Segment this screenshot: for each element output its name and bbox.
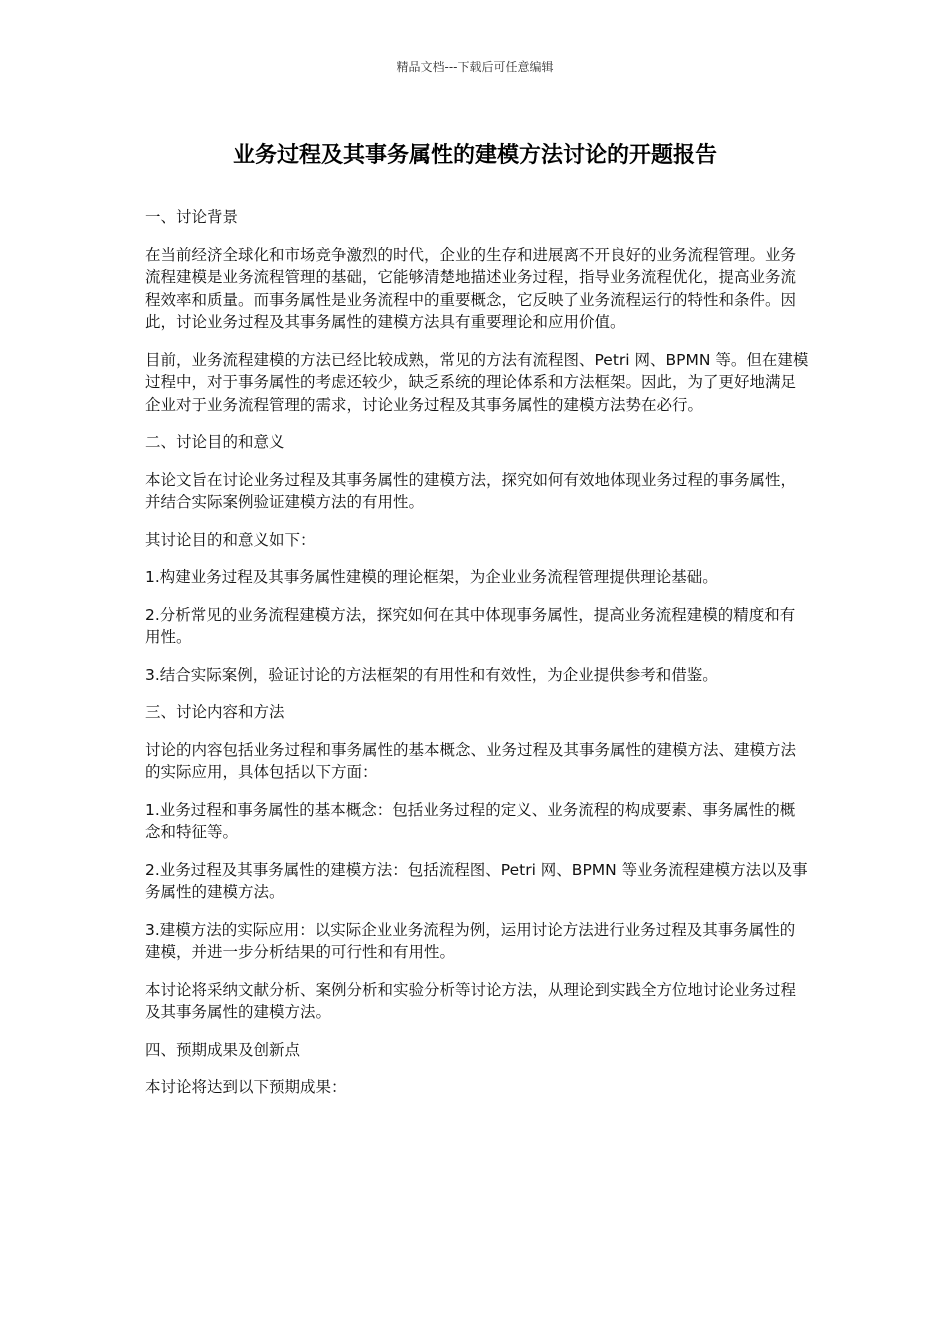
document-body [145, 206, 810, 1114]
section-heading-background: 一、讨论背景 [145, 208, 239, 226]
page-header: 精品文档---下载后可任意编辑 [396, 60, 554, 74]
section-heading-purpose: 二、讨论目的和意义 [145, 433, 285, 451]
document-title: 业务过程及其事务属性的建模方法讨论的开题报告 [232, 143, 717, 168]
section-heading-outcomes: 四、预期成果及创新点 [145, 1040, 301, 1059]
list-item: 2.业务过程及其事务属性的建模方法：包括流程图、Petri 网、BPMN 等业务流程建模方法以及事务属性的建模方法。 [145, 860, 808, 901]
list-item: 1.构建业务过程及其事务属性建模的理论框架，为企业业务流程管理提供理论基础。 [145, 568, 718, 586]
paragraph: 本论文旨在讨论业务过程及其事务属性的建模方法，探究如何有效地体现业务过程的事务属性，并结合实际案例验证建模方法的有用性。 [145, 470, 797, 511]
paragraph: 讨论的内容包括业务过程和事务属性的基本概念、业务过程及其事务属性的建模方法、建模方法的实际应用，具体包括以下方面： [145, 740, 797, 781]
list-item: 3.建模方法的实际应用：以实际企业业务流程为例，运用讨论方法进行业务过程及其事务属性的建模，并进一步分析结果的可行性和有用性。 [145, 920, 796, 961]
paragraph: 在当前经济全球化和市场竞争激烈的时代，企业的生存和进展离不开良好的业务流程管理。业务流程建模是业务流程管理的基础，它能够清楚地描述业务过程，指导业务流程优化，提高业务流程效率和质量。而事务属性是业务流程中的重要概念，它反映了业务流程运行的特性和条件。因此，讨论业务过程及其事务属性的建模方法具有重要理论和应用价值。 [145, 245, 797, 331]
paragraph: 目前，业务流程建模的方法已经比较成熟，常见的方法有流程图、Petri 网、BPMN 等。但在建模过程中，对于事务属性的考虑还较少，缺乏系统的理论体系和方法框架。因此，为了更好地满足企业对于业务流程管理的需求，讨论业务过程及其事务属性的建模方法势在必行。 [145, 350, 809, 414]
paragraph: 其讨论目的和意义如下： [145, 530, 316, 549]
list-item: 3.结合实际案例，验证讨论的方法框架的有用性和有效性，为企业提供参考和借鉴。 [145, 665, 718, 684]
list-item: 1.业务过程和事务属性的基本概念：包括业务过程的定义、业务流程的构成要素、事务属性的概念和特征等。 [145, 800, 796, 841]
list-item: 2.分析常见的业务流程建模方法，探究如何在其中体现事务属性，提高业务流程建模的精度和有用性。 [145, 605, 796, 646]
paragraph: 本讨论将采纳文献分析、案例分析和实验分析等讨论方法，从理论到实践全方位地讨论业务过程及其事务属性的建模方法。 [145, 980, 797, 1021]
section-heading-content: 三、讨论内容和方法 [145, 703, 285, 721]
paragraph: 本讨论将达到以下预期成果： [145, 1078, 347, 1096]
